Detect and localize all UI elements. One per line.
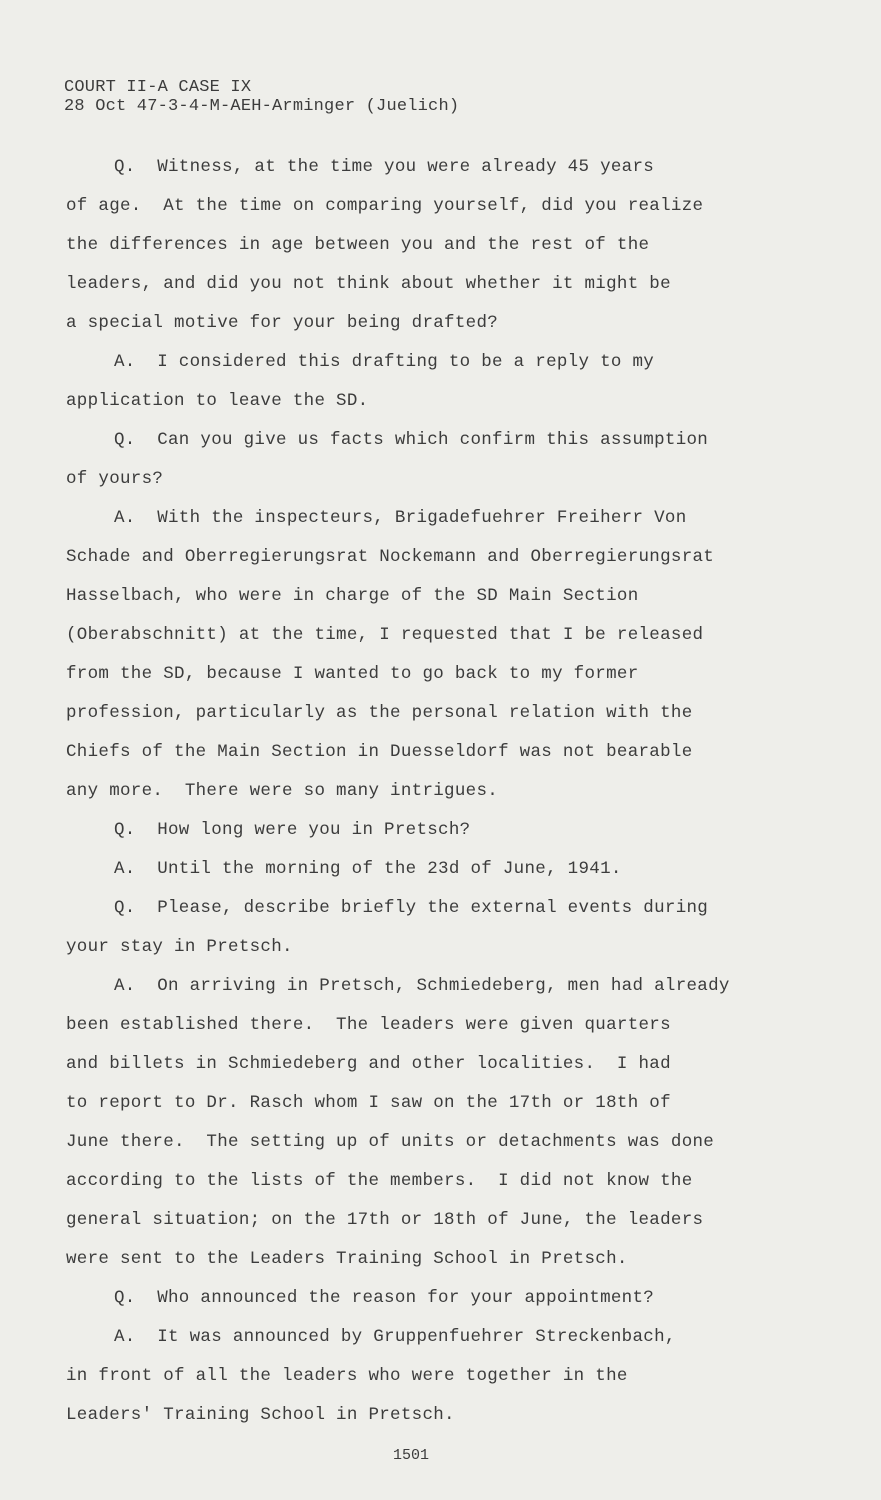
text-line: been established there. The leaders were given quarters [66,1015,671,1035]
text-line: A. It was announced by Gruppenfuehrer Streckenbach, [114,1327,676,1347]
text-line: Q. How long were you in Pretsch? [114,820,471,840]
text-line: Q. Witness, at the time you were already 45 years [114,157,655,177]
text-line: Q. Who announced the reason for your appointment? [114,1288,655,1308]
page-number: 1501 [393,1447,430,1464]
text-line: A. With the inspecteurs, Brigadefuehrer Freiherr Von [114,508,687,528]
text-line: of yours? [66,469,164,489]
text-line: general situation; on the 17th or 18th of June, the leaders [66,1210,704,1230]
text-line: to report to Dr. Rasch whom I saw on the 17th or 18th of [66,1093,671,1113]
text-line: according to the lists of the members. I did not know the [66,1171,693,1191]
text-line: in front of all the leaders who were together in the [66,1366,628,1386]
text-line: Leaders' Training School in Pretsch. [66,1405,455,1425]
case-header [64,78,459,116]
text-line: Chiefs of the Main Section in Duesseldorf was not bearable [66,742,693,762]
text-line: Q. Can you give us facts which confirm this assumption [114,430,709,450]
text-line: Q. Please, describe briefly the external events during [114,898,709,918]
text-line: your stay in Pretsch. [66,937,293,957]
text-line: A. I considered this drafting to be a reply to my [114,352,655,372]
text-line: application to leave the SD. [66,391,369,411]
header-date-reference: 28 Oct 47-3-4-M-AEH-Arminger (Juelich) [64,97,460,116]
text-line: and billets in Schmiedeberg and other localities. I had [66,1054,671,1074]
header-court-case: COURT II-A CASE IX [64,78,252,97]
text-line: the differences in age between you and the rest of the [66,235,650,255]
text-line: June there. The setting up of units or detachments was done [66,1132,715,1152]
text-line: Hasselbach, who were in charge of the SD Main Section [66,586,639,606]
text-line: from the SD, because I wanted to go back to my former [66,664,639,684]
text-line: A. Until the morning of the 23d of June, 1941. [114,859,622,879]
text-line: A. On arriving in Pretsch, Schmiedeberg, men had already [114,976,730,996]
text-line: leaders, and did you not think about whether it might be [66,274,671,294]
text-line: Schade and Oberregierungsrat Nockemann and Oberregierungsrat [66,547,715,567]
text-line: profession, particularly as the personal relation with the [66,703,693,723]
text-line: (Oberabschnitt) at the time, I requested that I be released [66,625,704,645]
text-line: any more. There were so many intrigues. [66,781,499,801]
text-line: a special motive for your being drafted? [66,313,499,333]
text-line: were sent to the Leaders Training School in Pretsch. [66,1249,628,1269]
text-line: of age. At the time on comparing yourself, did you realize [66,196,704,216]
